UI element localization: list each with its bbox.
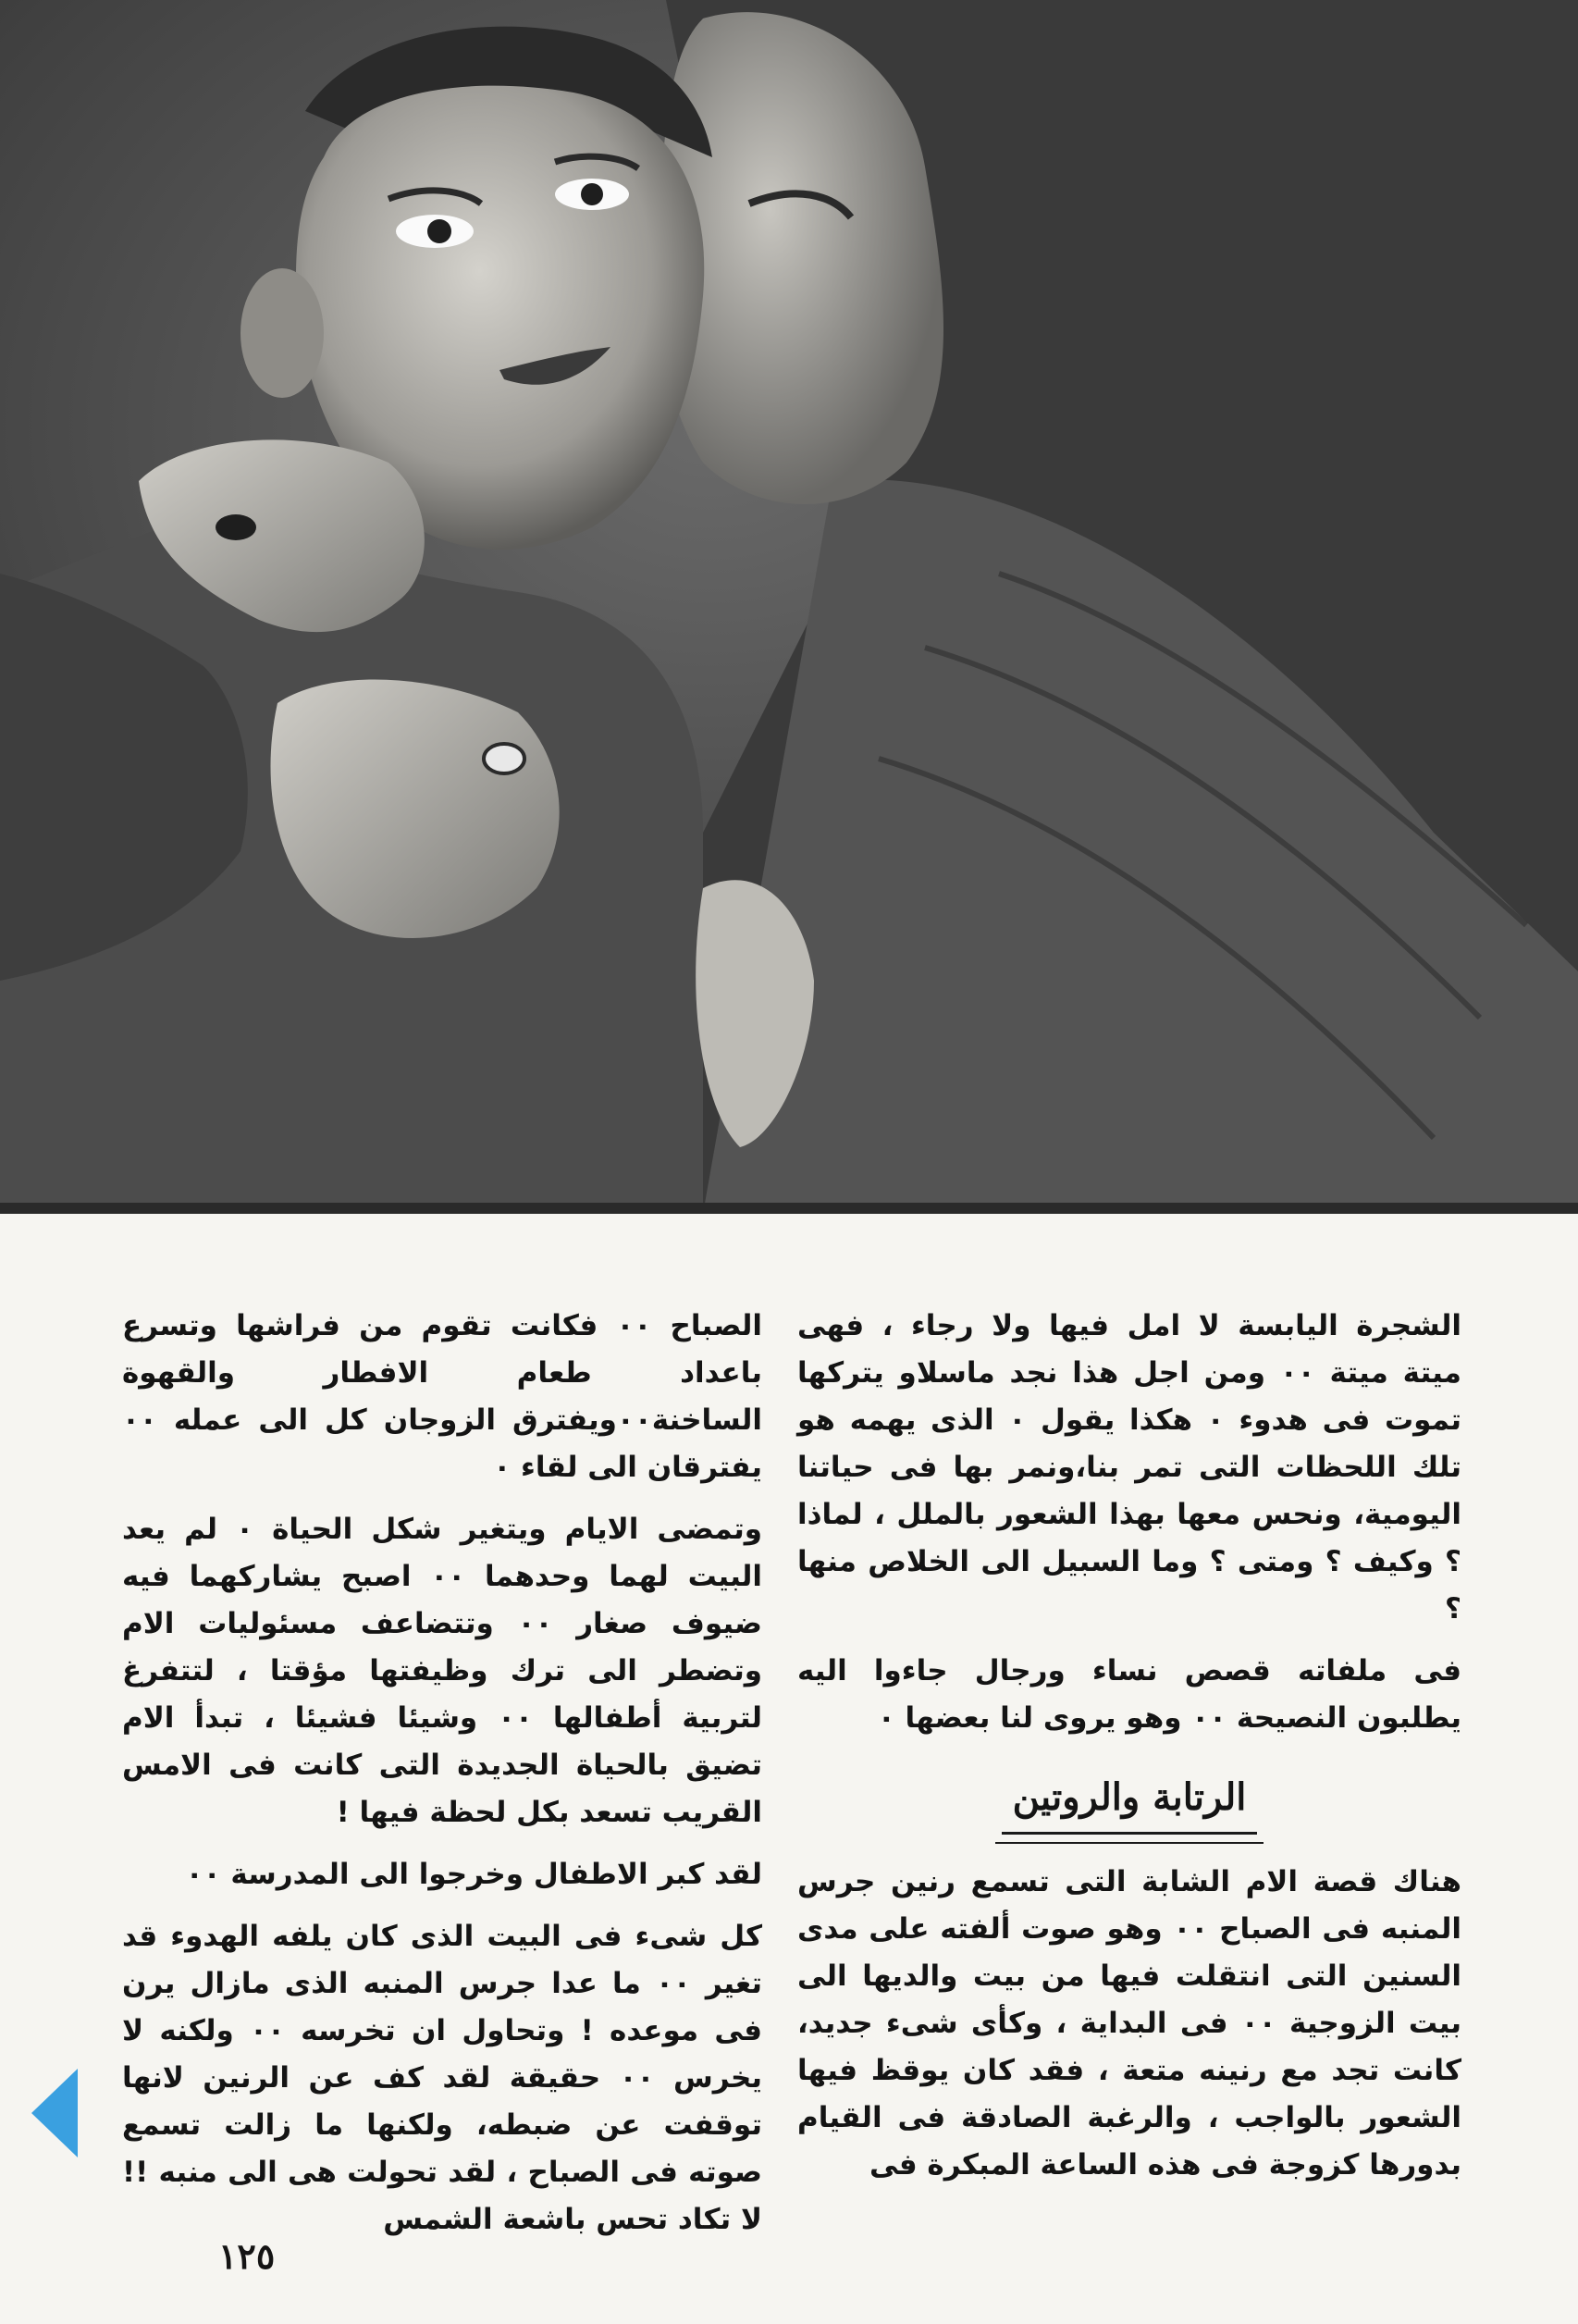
section-heading [797, 1774, 1461, 1835]
page-number: ١٢٥ [218, 2235, 276, 2277]
right-column [797, 1303, 1461, 2204]
paragraph: الشجرة اليابسة لا امل فيها ولا رجاء ، فهى ميتة ميتة ٠٠ ومن اجل هذا نجد ماسلاو يتركها تموت فى هدوء ٠ هكذا يقول ٠ الذى يهمه هو تلك اللحظات التى تمر بنا،ونمر بها فى حياتنا اليومية، ونحس معها بهذا الشعور بالملل ، لماذا ؟ وكيف ؟ ومتى ؟ وما السبيل الى الخلاص منها ؟ [797, 1309, 1461, 1626]
paragraph: هناك قصة الام الشابة التى تسمع رنين جرس المنبه فى الصباح ٠٠ وهو صوت ألفته على مدى السنين التى انتقلت فيها من بيت والديها الى بيت الزوجية ٠٠ فى البداية ، وكأى شىء جديد، كانت تجد مع رنينه متعة ، فقد كان يوقظ فيها الشعور بالواجب ، والرغبة الصادقة فى القيام بدورها كزوجة فى هذه الساعة المبكرة فى [797, 1865, 1462, 2182]
page-turn-marker-icon [31, 2069, 78, 2157]
paragraph: لقد كبر الاطفال وخرجوا الى المدرسة ٠٠ [185, 1858, 762, 1891]
heading-underline [995, 1842, 1264, 1844]
paragraph: الصباح ٠٠ فكانت تقوم من فراشها وتسرع باعداد طعام الافطار والقهوة الساخنة٠٠ويفترق الزوجان كل الى عمله ٠٠ يفترقان الى لقاء ٠ [122, 1309, 763, 1484]
left-column [122, 1303, 762, 2258]
paragraph: وتمضى الايام ويتغير شكل الحياة ٠ لم يعد البيت لهما وحدهما ٠٠ اصبح يشاركهما فيه ضيوف صغار ٠٠ وتتضاعف مسئوليات الام وتضطر الى ترك وظيفتها مؤقتا ، لتتفرغ لتربية أطفالها ٠٠ وشيئا فشيئا ، تبدأ الام تضيق بالحياة الجديدة التى كانت فى الامس القريب تسعد بكل لحظة فيها ! [122, 1513, 762, 1829]
paragraph: فى ملفاته قصص نساء ورجال جاءوا اليه يطلبون النصيحة ٠٠ وهو يروى لنا بعضها ٠ [797, 1654, 1461, 1735]
paragraph: كل شىء فى البيت الذى كان يلفه الهدوء قد تغير ٠٠ ما عدا جرس المنبه الذى مازال يرن فى موعده ! وتحاول ان تخرسه ٠٠ ولكنه لا يخرس ٠٠ حقيقة لقد كف عن الرنين لانها توقفت عن ضبطه، ولكنها ما زالت تسمع صوته فى الصباح ، لقد تحولت هى الى منبه !! لا تكاد تحس باشعة الشمس [122, 1920, 763, 2236]
section-heading-text: الرتابة والروتين [1002, 1774, 1258, 1835]
